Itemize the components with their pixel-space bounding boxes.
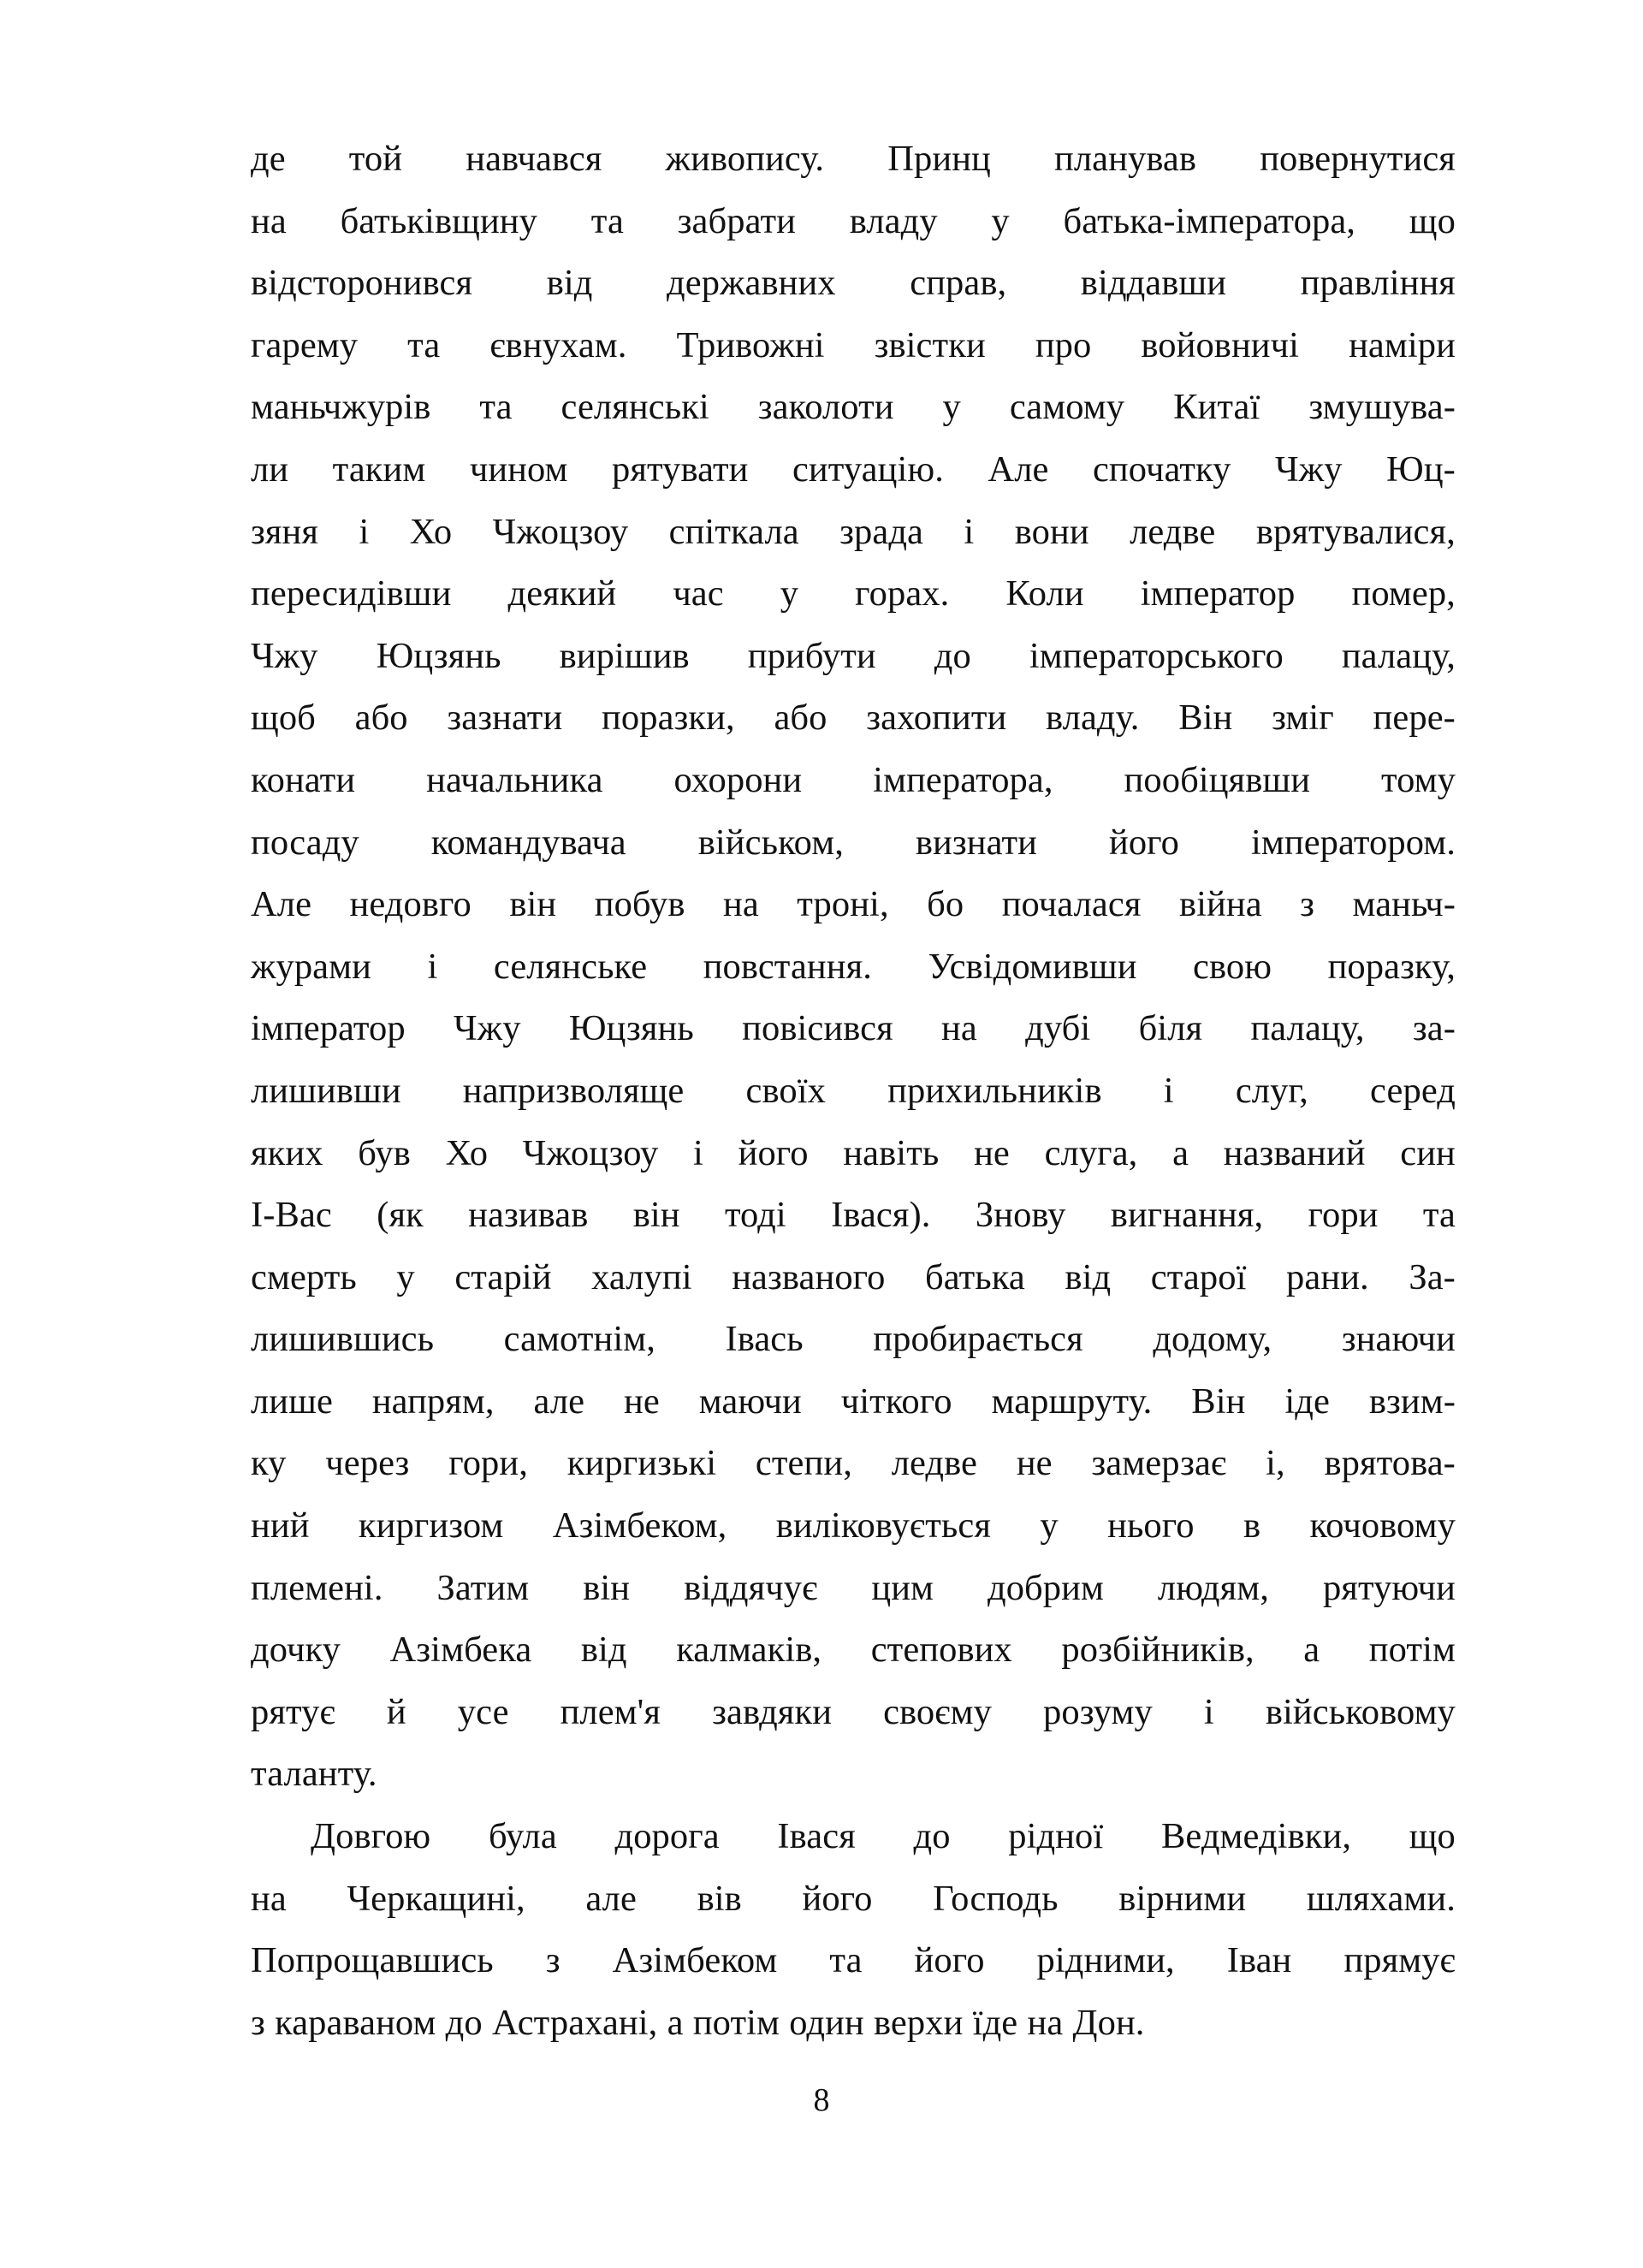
word: він [509, 884, 557, 925]
word: калмаків, [676, 1630, 822, 1671]
word: пересидівши [251, 573, 452, 614]
word: планував [1054, 139, 1197, 179]
word: названого [732, 1256, 886, 1297]
word: а [1172, 1132, 1189, 1173]
text-column [251, 128, 1456, 2054]
word: добрим [987, 1567, 1104, 1608]
word: степових [870, 1630, 1012, 1671]
word: і [964, 511, 975, 552]
word: напрям, [371, 1380, 495, 1422]
word: свою [1193, 946, 1272, 987]
word: Юц- [1386, 448, 1456, 490]
word: горах. [855, 573, 950, 614]
word: І-Вас [251, 1195, 332, 1236]
text-line [251, 1930, 1456, 1992]
text-line [251, 1806, 1456, 1868]
word: журами [251, 946, 371, 987]
word: та [407, 324, 441, 365]
word: недовго [349, 884, 472, 925]
text-line [251, 874, 1456, 936]
word: Принц [887, 139, 991, 179]
word: Чжу [1275, 448, 1343, 490]
word: захопити [866, 698, 1007, 739]
word: зазнати [447, 698, 563, 739]
word: справ, [910, 263, 1007, 304]
word: Хо [445, 1132, 489, 1173]
word: а [1303, 1630, 1320, 1671]
word: селянські [561, 387, 709, 428]
word: войовничі [1141, 324, 1300, 365]
word: від [580, 1630, 627, 1671]
word: зрада [839, 511, 924, 552]
word: ситуацію. [792, 448, 944, 490]
word: побув [594, 884, 685, 925]
word: слуг, [1235, 1070, 1308, 1111]
word: на [251, 1878, 287, 1919]
word: маньчжурів [251, 387, 431, 428]
word: через [325, 1443, 410, 1484]
word: навіть [843, 1132, 940, 1173]
word: лишивши [251, 1070, 401, 1111]
word: гарему [251, 324, 359, 365]
word: спочатку [1092, 448, 1231, 490]
word: рідними, [1036, 1940, 1175, 1981]
word: та [829, 1940, 863, 1981]
word: Ведмедівки, [1160, 1816, 1352, 1857]
word: кочовому [1309, 1505, 1456, 1547]
word: палацу, [1250, 1008, 1365, 1049]
word: маньч- [1352, 884, 1456, 925]
word: від [1065, 1256, 1112, 1297]
word: за- [1412, 1008, 1456, 1049]
word: лише [251, 1380, 333, 1422]
word: самотнім, [503, 1319, 655, 1360]
word: віддавши [1080, 263, 1227, 304]
word: плем'я [560, 1691, 661, 1732]
word: лишившись [251, 1319, 435, 1360]
word: палацу, [1341, 635, 1456, 676]
word: імператорського [1029, 635, 1284, 676]
word: старої [1150, 1256, 1247, 1297]
word: правління [1300, 263, 1456, 304]
word: завдяки [712, 1691, 833, 1732]
text-line: таланту. [251, 1754, 377, 1795]
word: взим- [1368, 1380, 1456, 1422]
word: Але [251, 884, 312, 925]
word: рятувати [612, 448, 749, 490]
word: повстання. [703, 946, 872, 987]
word: серед [1370, 1070, 1456, 1111]
word: до [913, 1816, 951, 1857]
word: пообіцявши [1124, 759, 1311, 800]
word: зяня [251, 511, 319, 552]
text-line [251, 1060, 1456, 1123]
word: врятова- [1324, 1443, 1456, 1484]
word: наміри [1349, 324, 1456, 365]
word: самому [1009, 387, 1125, 428]
word: ку [251, 1443, 287, 1484]
word: що [1409, 200, 1456, 241]
word: батька-імператора, [1063, 200, 1356, 241]
word: гори, [448, 1443, 528, 1484]
word: забрати [677, 200, 796, 241]
word: Івася). [831, 1195, 931, 1236]
word: називав [468, 1195, 589, 1236]
text-line [251, 626, 1456, 688]
word: до [934, 635, 971, 676]
word: Але [988, 448, 1049, 490]
word: (як [377, 1195, 424, 1236]
word: живопису. [665, 139, 825, 179]
word: у [991, 200, 1010, 241]
word: ний [251, 1505, 310, 1547]
word: конати [251, 759, 356, 800]
word: державних [667, 263, 836, 304]
text-line [251, 998, 1456, 1060]
word: й [386, 1691, 406, 1732]
word: і [1163, 1070, 1174, 1111]
word: Китаї [1173, 387, 1260, 428]
word: але [533, 1380, 585, 1422]
text-line [251, 1123, 1456, 1185]
word: розуму [1043, 1691, 1153, 1732]
word: навчався [466, 139, 602, 179]
word: біля [1138, 1008, 1203, 1049]
word: у [780, 573, 799, 614]
text-line [251, 377, 1456, 439]
word: гори [1308, 1195, 1379, 1236]
word: імператором. [1250, 822, 1456, 863]
word: у [396, 1256, 415, 1297]
word: пере- [1373, 698, 1456, 739]
word: змушува- [1308, 387, 1456, 428]
word: смерть [251, 1256, 357, 1297]
word: звістки [874, 324, 986, 365]
text-line [251, 1619, 1456, 1682]
word: віддячує [684, 1567, 818, 1608]
word: батьківщину [340, 200, 537, 241]
word: була [488, 1816, 557, 1857]
word: щоб [251, 698, 316, 739]
word: Івася [777, 1816, 856, 1857]
word: киргизом [358, 1505, 504, 1547]
text-line [251, 1371, 1456, 1434]
word: і, [1266, 1443, 1285, 1484]
word: Юцзянь [376, 635, 501, 676]
word: з [545, 1940, 561, 1981]
word: і [693, 1132, 703, 1173]
word: степи, [755, 1443, 852, 1484]
word: був [358, 1132, 411, 1173]
word: помер, [1351, 573, 1456, 614]
word: чіткого [840, 1380, 952, 1422]
word: Господь [933, 1878, 1059, 1919]
word: нього [1107, 1505, 1195, 1547]
word: цим [871, 1567, 934, 1608]
word: своєму [883, 1691, 992, 1732]
word: не [974, 1132, 1010, 1173]
word: євнухам. [489, 324, 627, 365]
word: Азімбеком, [552, 1505, 727, 1547]
word: троні, [797, 884, 889, 925]
text-line [251, 1558, 1456, 1620]
word: та [479, 387, 513, 428]
word: охорони [673, 759, 803, 800]
word: імператора, [873, 759, 1053, 800]
word: тоді [724, 1195, 786, 1236]
word: він [632, 1195, 680, 1236]
word: у [1040, 1505, 1059, 1547]
word: визнати [915, 822, 1038, 863]
word: вів [697, 1878, 742, 1919]
word: владу. [1046, 698, 1140, 739]
word: додому, [1153, 1319, 1272, 1360]
word: і [427, 946, 438, 987]
word: ли [251, 448, 289, 490]
word: Він [1178, 698, 1233, 739]
word: своїх [745, 1070, 826, 1111]
word: виліковується [775, 1505, 992, 1547]
word: халупі [591, 1256, 692, 1297]
text-line [251, 1309, 1456, 1371]
word: Він [1191, 1380, 1246, 1422]
word: деякий [507, 573, 617, 614]
word: почалася [1001, 884, 1142, 925]
word: рятуючи [1322, 1567, 1456, 1608]
word: повернутися [1260, 139, 1456, 179]
word: на [941, 1008, 977, 1049]
word: що [1409, 1816, 1456, 1857]
word: та [590, 200, 624, 241]
word: його [914, 1940, 985, 1981]
word: старій [454, 1256, 552, 1297]
word: маршруту. [991, 1380, 1153, 1422]
word: ледве [891, 1443, 978, 1484]
word: рідної [1008, 1816, 1104, 1857]
word: і [1203, 1691, 1214, 1732]
word: де [251, 139, 286, 179]
word: прихильників [887, 1070, 1102, 1111]
text-line [251, 315, 1456, 377]
word: Івась [725, 1319, 804, 1360]
word: Хо [409, 511, 453, 552]
word: вірними [1118, 1878, 1247, 1919]
word: чином [469, 448, 568, 490]
word: але [585, 1878, 637, 1919]
text-line [251, 1433, 1456, 1495]
word: розбійників, [1061, 1630, 1254, 1671]
word: не [624, 1380, 660, 1422]
word: Знову [975, 1195, 1066, 1236]
word: названий [1223, 1132, 1366, 1173]
word: військом, [697, 822, 844, 863]
word: імператор [251, 1008, 406, 1049]
word: відсторонився [251, 263, 473, 304]
word: у [942, 387, 961, 428]
word: дубі [1025, 1008, 1091, 1049]
text-line [251, 1247, 1456, 1309]
word: врятувалися, [1255, 511, 1456, 552]
word: зміг [1272, 698, 1334, 739]
word: знаючи [1341, 1319, 1456, 1360]
word: тому [1380, 759, 1456, 800]
text-line [251, 812, 1456, 875]
word: той [348, 139, 403, 179]
word: прямує [1343, 1940, 1456, 1981]
word: напризволяще [462, 1070, 685, 1111]
word: час [673, 573, 724, 614]
word: спіткала [668, 511, 799, 552]
word: його [738, 1132, 809, 1173]
word: Довгою [311, 1816, 431, 1857]
word: та [1422, 1195, 1456, 1236]
word: вигнання, [1110, 1195, 1264, 1236]
word: рани. [1286, 1256, 1369, 1297]
word: іде [1284, 1380, 1330, 1422]
word: його [1108, 822, 1179, 863]
word: або [774, 698, 827, 739]
word: від [546, 263, 593, 304]
word: вони [1014, 511, 1089, 552]
word: потім [1368, 1630, 1456, 1671]
word: селянське [493, 946, 648, 987]
word: або [354, 698, 408, 739]
word: Чжу [454, 1008, 521, 1049]
word: начальника [426, 759, 603, 800]
word: на [251, 200, 287, 241]
word: посаду [251, 822, 359, 863]
text-line [251, 936, 1456, 999]
word: рятує [251, 1691, 335, 1732]
word: пробирається [873, 1319, 1083, 1360]
text-line [251, 502, 1456, 564]
word: бо [927, 884, 964, 925]
word: в [1243, 1505, 1261, 1547]
word: Тривожні [676, 324, 825, 365]
text-line [251, 191, 1456, 253]
word: командувача [430, 822, 626, 863]
word: Іван [1226, 1940, 1292, 1981]
word: ледве [1130, 511, 1216, 552]
text-line [251, 252, 1456, 315]
word: Чжоцзоу [492, 511, 629, 552]
word: За- [1409, 1256, 1456, 1297]
word: Чжу [251, 635, 318, 676]
word: Затим [436, 1567, 530, 1608]
word: на [723, 884, 759, 925]
word: Чжоцзоу [522, 1132, 659, 1173]
word: людям, [1157, 1567, 1270, 1608]
text-line [251, 1868, 1456, 1931]
word: Коли [1005, 573, 1084, 614]
word: не [1016, 1443, 1053, 1484]
word: племені. [251, 1567, 383, 1608]
word: заколоти [757, 387, 894, 428]
word: шляхами. [1306, 1878, 1456, 1919]
word: дорога [614, 1816, 720, 1857]
word: прибути [747, 635, 876, 676]
word: Юцзянь [568, 1008, 694, 1049]
word: повісився [742, 1008, 893, 1049]
word: військовому [1265, 1691, 1456, 1732]
word: він [583, 1567, 631, 1608]
word: владу [849, 200, 938, 241]
page-number: 8 [813, 2082, 830, 2118]
word: поразку, [1327, 946, 1456, 987]
word: маючи [698, 1380, 802, 1422]
word: Попрощавшись [251, 1940, 494, 1981]
word: з [1300, 884, 1315, 925]
word: вирішив [559, 635, 690, 676]
word: його [802, 1878, 873, 1919]
word: усе [457, 1691, 509, 1732]
text-line [251, 687, 1456, 750]
text-line [251, 563, 1456, 626]
word: батька [925, 1256, 1025, 1297]
paragraph-new [251, 1806, 1456, 2054]
text-line [251, 750, 1456, 812]
word: війна [1178, 884, 1262, 925]
text-line: з караваном до Астрахані, а потім один верхи їде на Дон. [251, 2002, 1145, 2043]
word: імператор [1140, 573, 1296, 614]
text-line [251, 1682, 1456, 1744]
word: Усвідомивши [928, 946, 1137, 987]
word: яких [251, 1132, 323, 1173]
word: Черкащині, [347, 1878, 525, 1919]
word: поразки, [602, 698, 735, 739]
word: слуга, [1044, 1132, 1138, 1173]
text-line [251, 1495, 1456, 1558]
text-line [251, 128, 1456, 191]
word: син [1400, 1132, 1456, 1173]
word: таким [332, 448, 426, 490]
word: Азімбеком [612, 1940, 778, 1981]
paragraph-continuation [251, 128, 1456, 1806]
word: замерзає [1091, 1443, 1227, 1484]
word: про [1035, 324, 1092, 365]
word: і [359, 511, 370, 552]
word: киргизькі [566, 1443, 717, 1484]
text-line [251, 439, 1456, 502]
word: дочку [251, 1630, 341, 1671]
word: Азімбека [389, 1630, 532, 1671]
text-line [251, 1184, 1456, 1247]
